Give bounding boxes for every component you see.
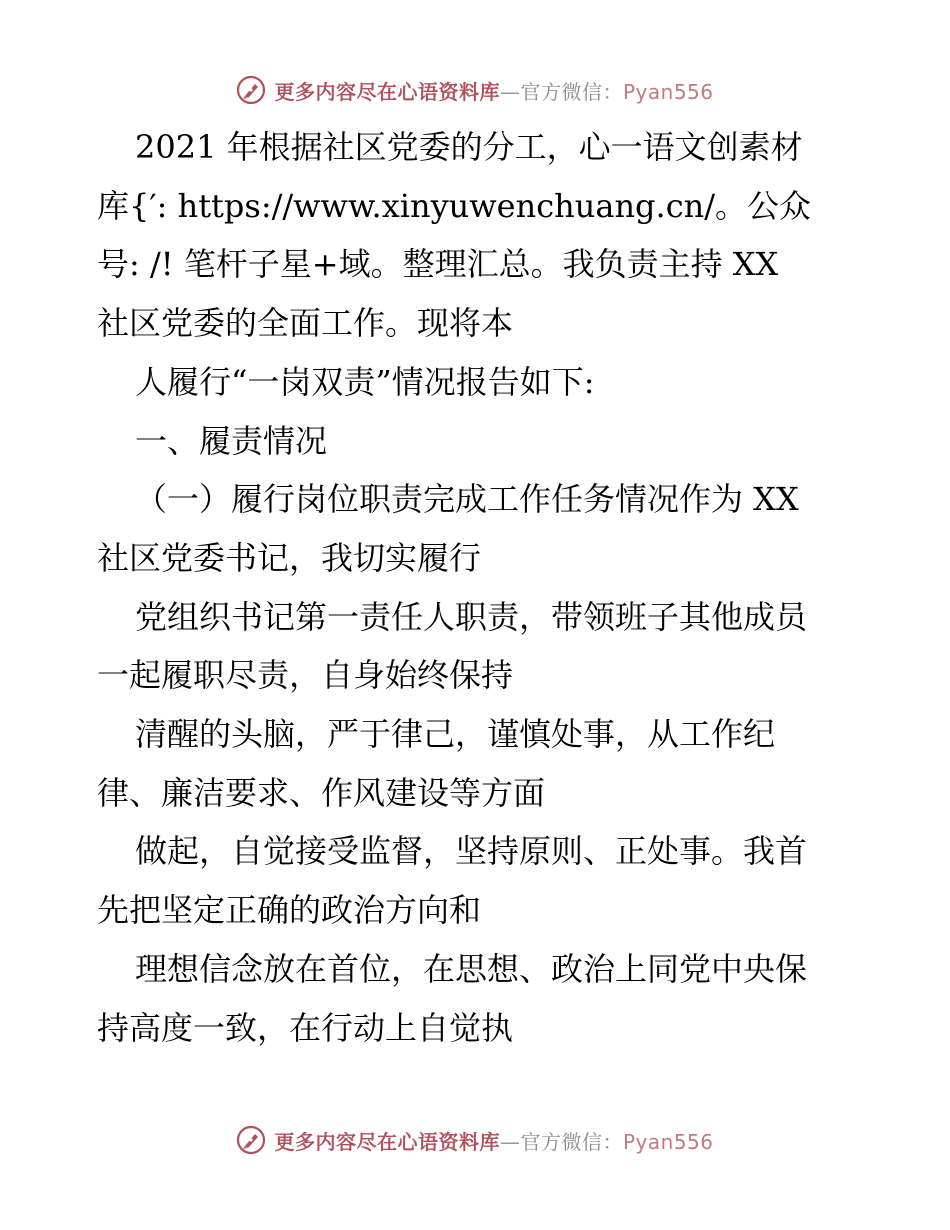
document-text — [97, 118, 857, 1057]
text-line: 党组织书记第一责任人职责，带领班子其他成员 — [135, 597, 808, 636]
text-line: 号: /! 笔杆子星+域。整理汇总。我负责主持 XX — [97, 245, 779, 284]
text-line: 理想信念放在首位，在思想、政治上同党中央保 — [135, 949, 808, 988]
text-line: 库{′: https://www.xinyuwenchuang.cn/。公众 — [97, 186, 812, 225]
watermark-brand: 更多内容尽在心语资料库 — [274, 79, 500, 104]
footer-watermark — [0, 1120, 950, 1160]
text-line: 律、廉洁要求、作风建设等方面 — [97, 773, 546, 812]
text-line: 做起，自觉接受监督，坚持原则、正处事。我首 — [135, 832, 808, 871]
pen-nib-logo-icon — [236, 75, 266, 105]
watermark-label: 官方微信： — [520, 79, 623, 104]
text-line: 一起履职尽责，自身始终保持 — [97, 656, 514, 695]
watermark-label: 官方微信： — [520, 1129, 623, 1154]
text-line: 社区党委书记，我切实履行 — [97, 538, 482, 577]
watermark-text — [274, 76, 713, 105]
section-heading: 一、履责情况 — [135, 421, 328, 460]
watermark-separator: — — [499, 79, 521, 104]
watermark-separator: — — [499, 1129, 521, 1154]
watermark-text — [274, 1126, 713, 1155]
document-body — [97, 118, 857, 1057]
text-line: 先把坚定正确的政治方向和 — [97, 891, 482, 930]
text-line: 清醒的头脑，严于律己，谨慎处事，从工作纪 — [135, 715, 776, 754]
header-watermark — [0, 70, 950, 110]
watermark-wechat-id: Pyan556 — [622, 1129, 714, 1154]
text-line: 持高度一致，在行动上自觉执 — [97, 1008, 514, 1047]
text-line: 人履行“一岗双责”情况报告如下: — [135, 362, 595, 401]
watermark-brand: 更多内容尽在心语资料库 — [274, 1129, 500, 1154]
pen-nib-logo-icon — [236, 1125, 266, 1155]
text-line: （一）履行岗位职责完成工作任务情况作为 XX — [135, 480, 799, 519]
watermark-wechat-id: Pyan556 — [622, 79, 714, 104]
text-line: 2021 年根据社区党委的分工，心一语文创素材 — [135, 128, 803, 166]
text-line: 社区党委的全面工作。现将本 — [97, 304, 514, 343]
